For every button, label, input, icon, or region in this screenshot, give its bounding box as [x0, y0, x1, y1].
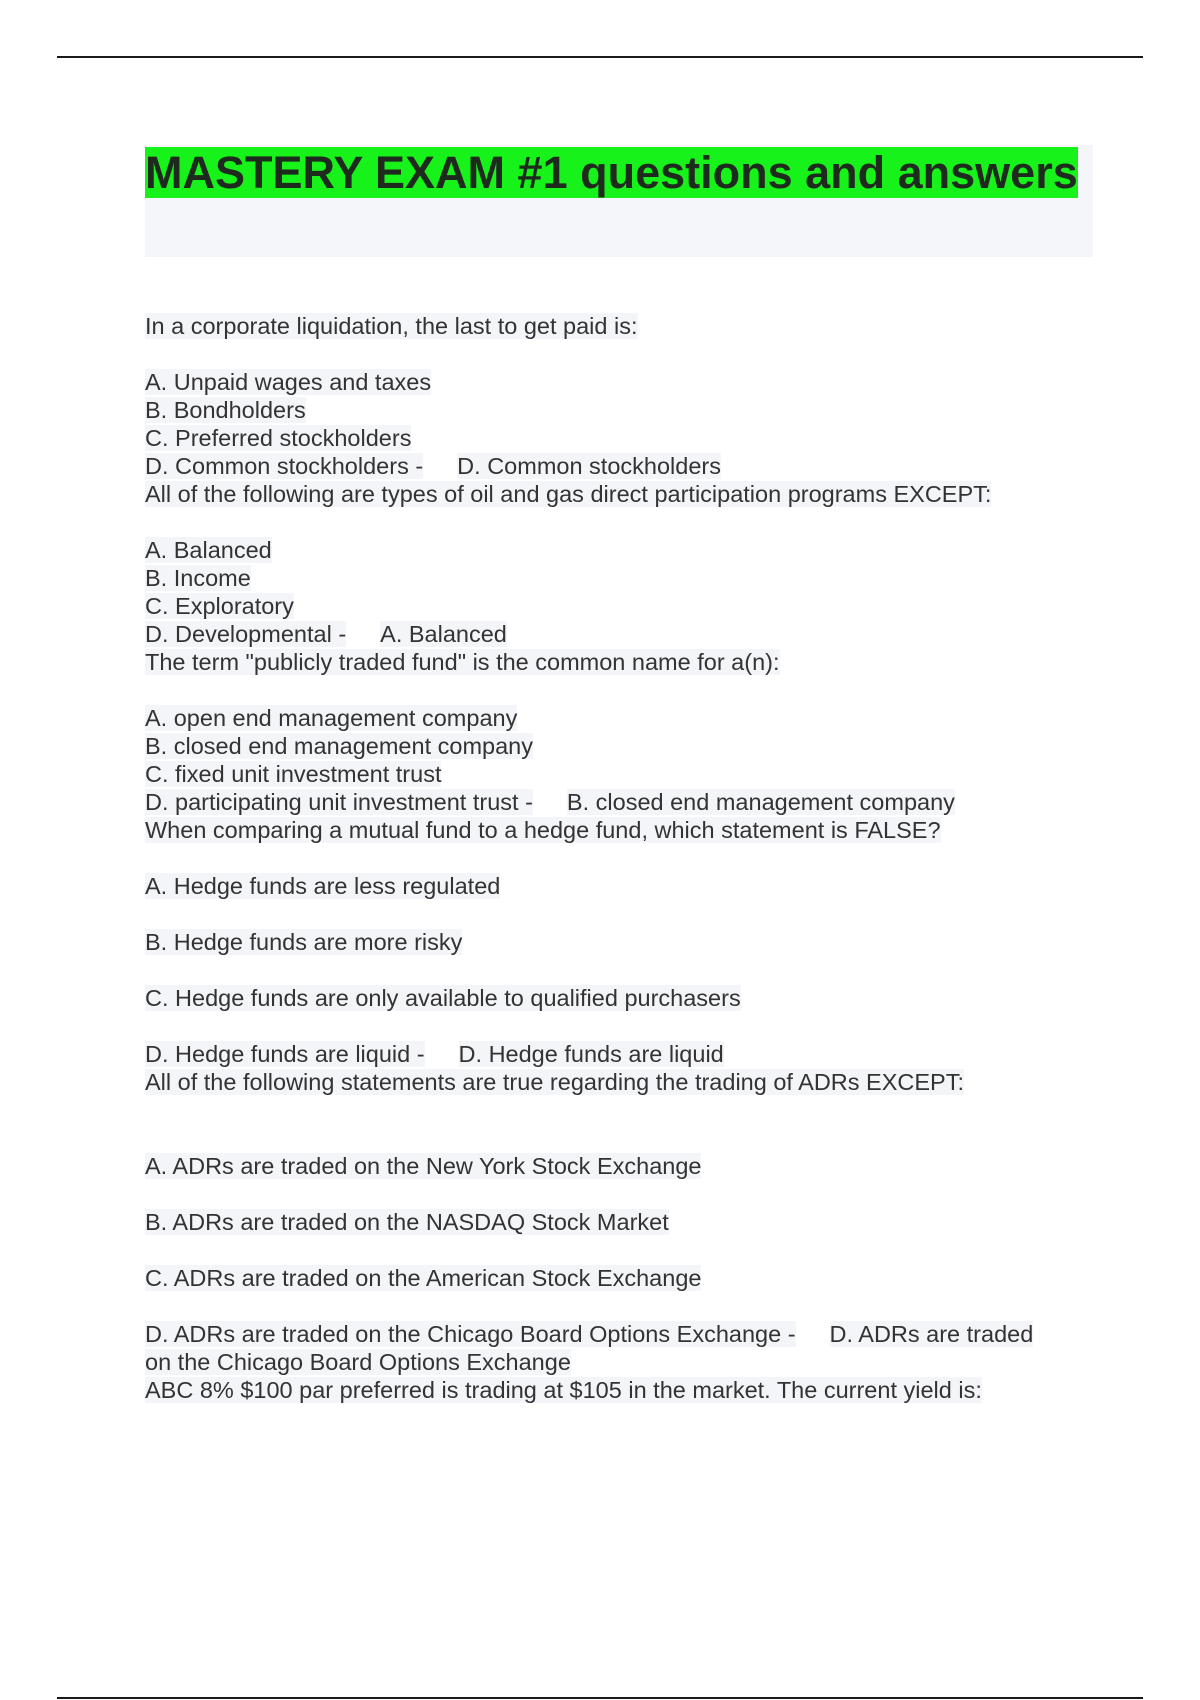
question-text: The term "publicly traded fund" is the common name for a(n): — [145, 649, 780, 675]
footer-rule — [57, 1697, 1143, 1699]
option-b: B. closed end management company — [145, 733, 533, 759]
question-text: ABC 8% $100 par preferred is trading at $105 in the market. The current yield is: — [145, 1377, 982, 1403]
page-title: MASTERY EXAM #1 questions and answers — [145, 147, 1078, 198]
option-d-with-answer: D. Hedge funds are liquid - D. Hedge funds are liquid — [145, 1041, 724, 1067]
question-text: All of the following are types of oil and gas direct participation programs EXCEPT: — [145, 481, 992, 507]
option-d-with-answer: D. Developmental - A. Balanced — [145, 621, 507, 647]
question-list — [145, 312, 1095, 1404]
option-a: A. ADRs are traded on the New York Stock Exchange — [145, 1153, 702, 1179]
option-c: C. Preferred stockholders — [145, 425, 412, 451]
answer: A. Balanced — [380, 621, 507, 647]
answer: D. Common stockholders — [457, 453, 721, 479]
option-a: A. Hedge funds are less regulated — [145, 873, 501, 899]
option-a: A. Balanced — [145, 537, 272, 563]
option-c: C. ADRs are traded on the American Stock Exchange — [145, 1265, 702, 1291]
question-text: When comparing a mutual fund to a hedge fund, which statement is FALSE? — [145, 817, 941, 843]
option-d-with-answer: D. participating unit investment trust - B. closed end management company — [145, 789, 955, 815]
option-b: B. ADRs are traded on the NASDAQ Stock Market — [145, 1209, 669, 1235]
option-a: A. Unpaid wages and taxes — [145, 369, 432, 395]
answer: D. ADRs are traded — [829, 1321, 1034, 1347]
option-a: A. open end management company — [145, 705, 518, 731]
option-c: C. Exploratory — [145, 593, 294, 619]
title-block — [145, 145, 1093, 257]
option-d-with-answer: D. ADRs are traded on the Chicago Board Options Exchange - D. ADRs are traded — [145, 1321, 1034, 1347]
question-text: All of the following statements are true regarding the trading of ADRs EXCEPT: — [145, 1069, 965, 1095]
question-text: In a corporate liquidation, the last to get paid is: — [145, 313, 638, 339]
option-d-with-answer: D. Common stockholders - D. Common stockholders — [145, 453, 721, 479]
option-b: B. Hedge funds are more risky — [145, 929, 463, 955]
answer: B. closed end management company — [566, 789, 955, 815]
option-c: C. Hedge funds are only available to qualified purchasers — [145, 985, 741, 1011]
header-rule — [57, 56, 1143, 58]
answer: D. Hedge funds are liquid — [458, 1041, 724, 1067]
answer-continued: on the Chicago Board Options Exchange — [145, 1349, 571, 1375]
option-b: B. Income — [145, 565, 251, 591]
option-b: B. Bondholders — [145, 397, 306, 423]
option-c: C. fixed unit investment trust — [145, 761, 442, 787]
